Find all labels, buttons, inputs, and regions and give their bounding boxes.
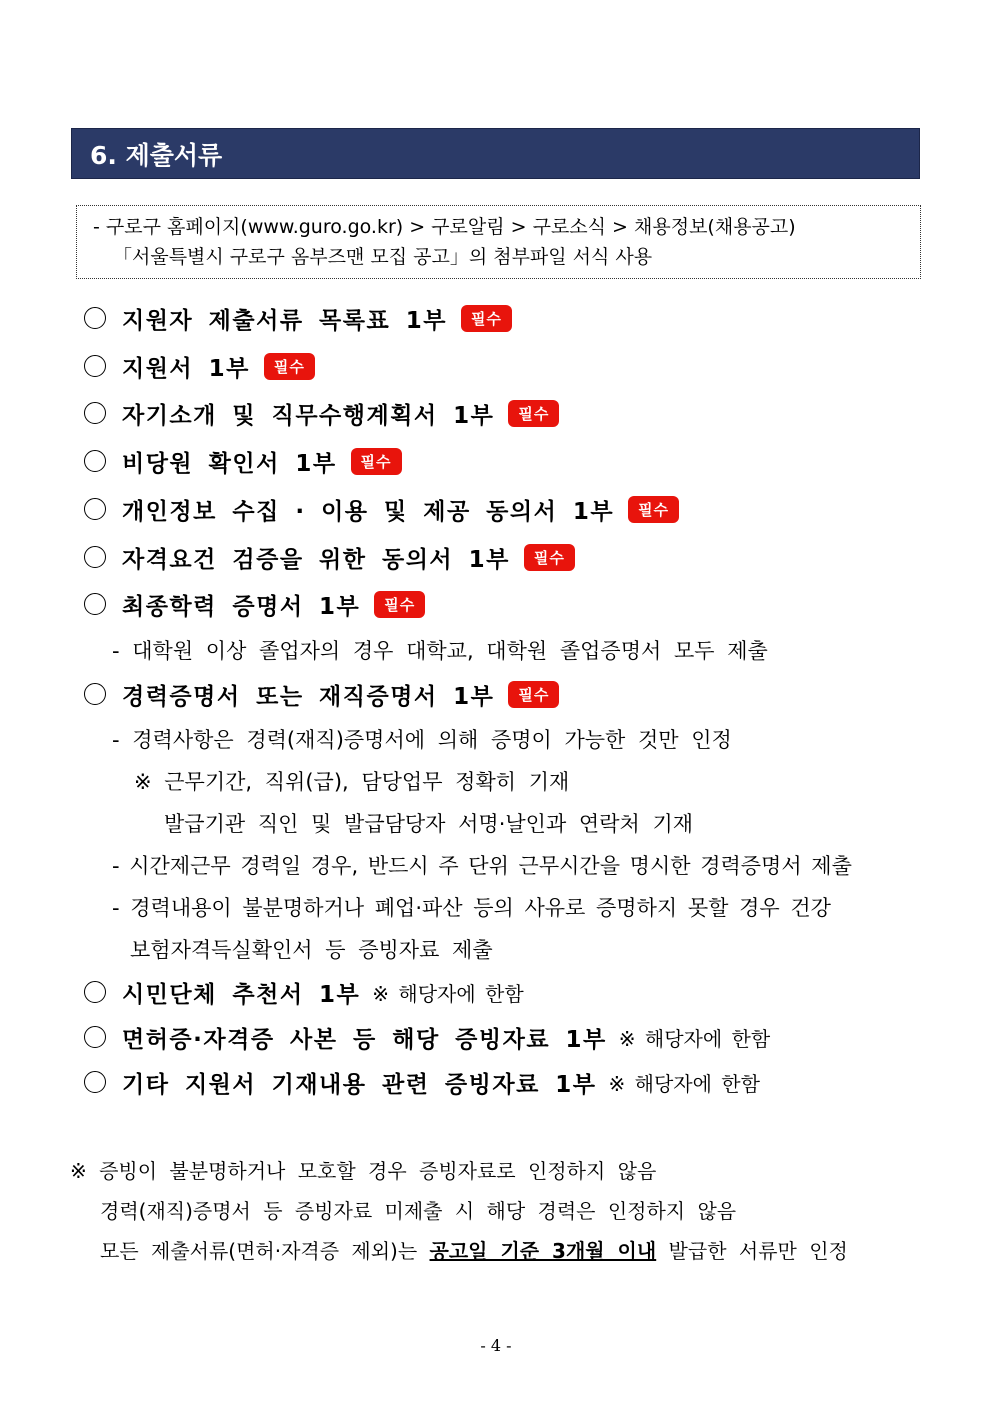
source-note-box (76, 205, 921, 279)
required-badge: 필수 (374, 591, 425, 618)
section-title: 6. 제출서류 (90, 140, 223, 170)
required-badge: 필수 (264, 353, 315, 380)
footer-note-2: 경력(재직)증명서 등 증빙자료 미제출 시 해당 경력은 인정하지 않음 (100, 1199, 737, 1223)
footer-note-3-suffix: 발급한 서류만 인정 (656, 1239, 848, 1263)
item-label: 개인정보 수집 · 이용 및 제공 동의서 1부 (122, 498, 615, 525)
circle-bullet-icon (84, 355, 106, 377)
circle-bullet-icon (84, 546, 106, 568)
career-note-2: ※ 근무기간, 직위(급), 담당업무 정확히 기재 (134, 770, 570, 794)
footer-note-3-prefix: 모든 제출서류(면허·자격증 제외)는 (100, 1239, 430, 1263)
circle-bullet-icon (84, 498, 106, 520)
circle-bullet-icon (84, 307, 106, 329)
circle-bullet-icon (84, 450, 106, 472)
list-item (82, 584, 425, 624)
list-item (82, 972, 524, 1012)
required-badge: 필수 (508, 400, 559, 427)
list-item (82, 1062, 760, 1102)
item-label: 지원자 제출서류 목록표 1부 (122, 307, 447, 334)
item-label: 자기소개 및 직무수행계획서 1부 (122, 402, 495, 429)
circle-bullet-icon (84, 593, 106, 615)
list-item (82, 298, 512, 338)
item-note: ※ 해당자에 한함 (372, 981, 524, 1006)
required-badge: 필수 (628, 496, 679, 523)
list-item (82, 674, 559, 714)
list-item (82, 489, 679, 529)
circle-bullet-icon (84, 981, 106, 1003)
required-badge: 필수 (508, 681, 559, 708)
required-badge: 필수 (461, 305, 512, 332)
career-note-3: 발급기관 직인 및 발급담당자 서명·날인과 연락처 기재 (164, 812, 694, 836)
section-header (71, 128, 920, 179)
required-badge: 필수 (524, 544, 575, 571)
list-item (82, 346, 315, 386)
item-label: 자격요건 검증을 위한 동의서 1부 (122, 546, 510, 573)
item-label: 시민단체 추천서 1부 (122, 981, 361, 1008)
circle-bullet-icon (84, 1026, 106, 1048)
page-number: - 4 - (480, 1336, 512, 1355)
list-item (82, 537, 575, 577)
item-label: 기타 지원서 기재내용 관련 증빙자료 1부 (122, 1071, 597, 1098)
item-label: 면허증·자격증 사본 등 해당 증빙자료 1부 (122, 1026, 607, 1053)
circle-bullet-icon (84, 402, 106, 424)
footer-note-3 (100, 1235, 848, 1264)
item-label: 비당원 확인서 1부 (122, 450, 337, 477)
circle-bullet-icon (84, 683, 106, 705)
list-item (82, 441, 402, 481)
education-note: - 대학원 이상 졸업자의 경우 대학교, 대학원 졸업증명서 모두 제출 (112, 639, 768, 663)
source-note-line-2: 「서울특별시 구로구 옴부즈맨 모집 공고」의 첨부파일 서식 사용 (113, 246, 653, 268)
circle-bullet-icon (84, 1071, 106, 1093)
footer-note-1: ※ 증빙이 불분명하거나 모호할 경우 증빙자료로 인정하지 않음 (70, 1159, 657, 1183)
required-badge: 필수 (351, 448, 402, 475)
source-note-line-1: - 구로구 홈페이지(www.guro.go.kr) > 구로알림 > 구로소식 > 채용정보(채용공고) (93, 216, 796, 238)
career-note-1: - 경력사항은 경력(재직)증명서에 의해 증명이 가능한 것만 인정 (112, 728, 732, 752)
item-label: 최종학력 증명서 1부 (122, 593, 361, 620)
list-item (82, 393, 559, 433)
career-note-5: - 경력내용이 불분명하거나 폐업·파산 등의 사유로 증명하지 못할 경우 건강 (112, 896, 831, 920)
item-label: 경력증명서 또는 재직증명서 1부 (122, 683, 495, 710)
item-label: 지원서 1부 (122, 355, 250, 382)
career-note-4: - 시간제근무 경력일 경우, 반드시 주 단위 근무시간을 명시한 경력증명서 제출 (112, 854, 852, 878)
list-item (82, 1017, 770, 1057)
issue-period-highlight: 공고일 기준 3개월 이내 (429, 1239, 657, 1263)
item-note: ※ 해당자에 한함 (618, 1026, 771, 1051)
item-note: ※ 해당자에 한함 (608, 1071, 760, 1096)
career-note-6: 보험자격득실확인서 등 증빙자료 제출 (130, 938, 493, 962)
